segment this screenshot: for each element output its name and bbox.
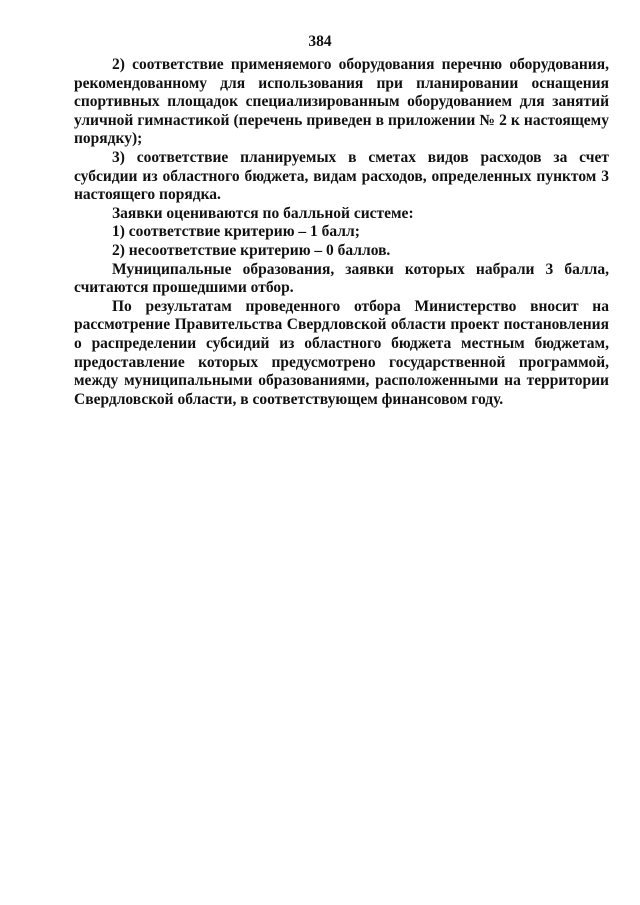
paragraph-score-mismatch: 2) несоответствие критерию – 0 баллов. (112, 241, 391, 259)
page-number: 384 (308, 33, 332, 50)
paragraph-criterion-expenses: 3) соответствие планируемых в сметах видов расходов за счет субсидии из областного бюджета, видам расходов, определенных пунктом 3 настоящего порядка. (74, 148, 609, 204)
document-body (74, 56, 609, 409)
paragraph-selection-passed: Муниципальные образования, заявки которых набрали 3 балла, считаются прошедшими отбор. (74, 260, 609, 297)
paragraph-criterion-equipment: 2) соответствие применяемого оборудования перечню оборудования, рекомендованному для использования при планировании оснащения спортивных площадок специализированным оборудованием для занятий уличной гимнастикой (перечень приведен в приложении № 2 к настоящему порядку); (74, 56, 609, 148)
paragraph-scoring-system: Заявки оцениваются по балльной системе: (112, 204, 414, 222)
paragraph-results: По результатам проведенного отбора Министерство вносит на рассмотрение Правительства Свердловской области проект постановления о распределении субсидий из областного бюджета местным бюджетам, предоставление которых предусмотрено государственной программой, между муниципальными образованиями, расположенными на территории Свердловской области, в соответствующем финансовом году. (74, 297, 609, 408)
paragraph-score-match: 1) соответствие критерию – 1 балл; (112, 223, 360, 241)
